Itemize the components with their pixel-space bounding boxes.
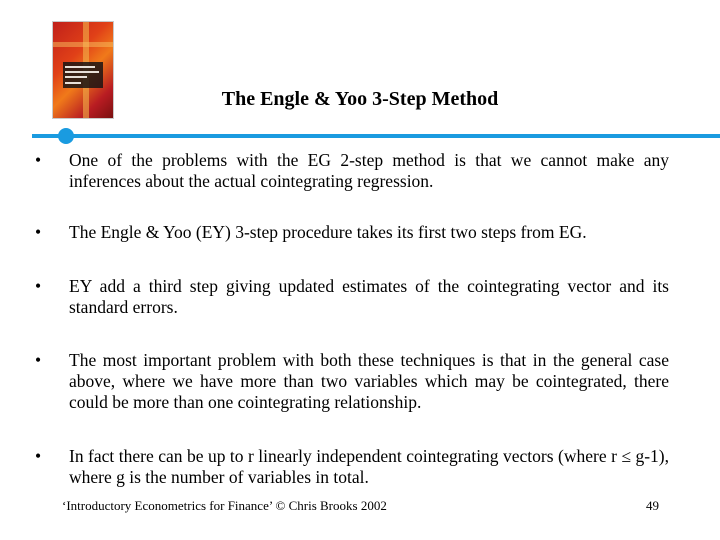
divider-dot <box>58 128 74 144</box>
divider-line <box>32 134 720 138</box>
bullet-text: The Engle & Yoo (EY) 3-step procedure takes its first two steps from EG. <box>69 222 587 242</box>
bullet-marker: • <box>35 350 42 370</box>
bullet-marker: • <box>35 222 42 242</box>
slide-title: The Engle & Yoo 3-Step Method <box>221 88 499 110</box>
bullet-text: The most important problem with both these techniques is that in the general case above, where we have more than two variables which may be cointegrated, there could be more than one cointegrating relationship. <box>69 350 669 412</box>
footer-citation: ‘Introductory Econometrics for Finance’ © Chris Brooks 2002 <box>62 498 387 513</box>
page-number: 49 <box>646 498 659 513</box>
bullet-text: EY add a third step giving updated estimates of the cointegrating vector and its standard errors. <box>69 276 669 317</box>
bullet-text: One of the problems with the EG 2-step method is that we cannot make any inferences about the actual cointegrating regression. <box>69 150 669 191</box>
bullet-marker: • <box>35 150 42 170</box>
bullet-text: In fact there can be up to r linearly independent cointegrating vectors (where r ≤ g-1), where g is the number of variables in total. <box>69 446 669 487</box>
bullet-marker: • <box>35 276 42 296</box>
bullet-marker: • <box>35 446 42 466</box>
book-cover-image <box>53 22 113 118</box>
